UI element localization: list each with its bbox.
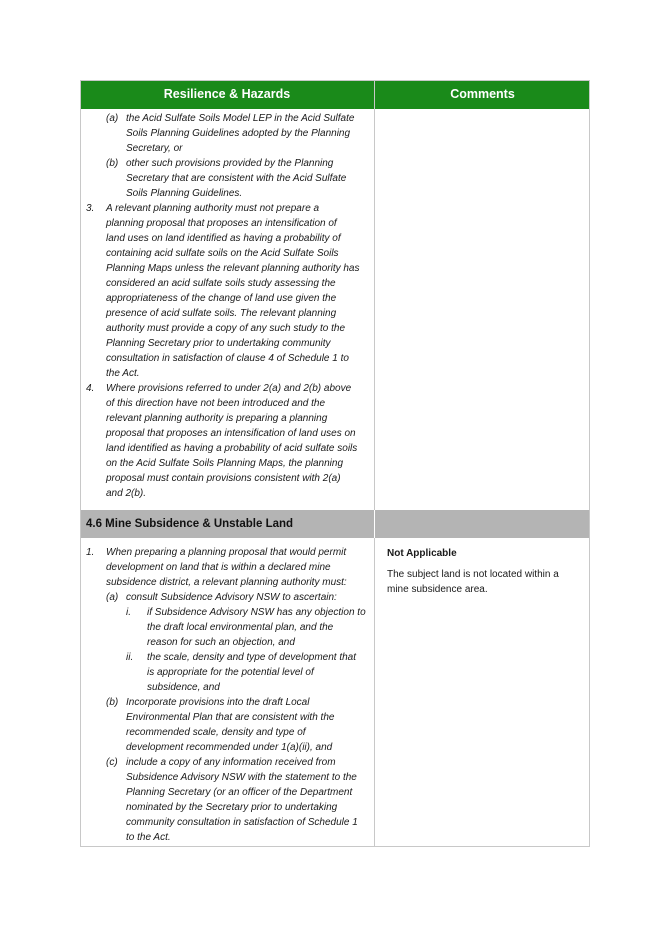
clause-text: include a copy of any information received from [126, 757, 336, 768]
clause-text: subsidence, and [147, 682, 220, 693]
clause-text: the Acid Sulfate Soils Model LEP in the Acid Sulfate [126, 113, 355, 124]
clause-text: Planning Maps unless the relevant planning authority has [106, 263, 360, 274]
clause-text: land identified as having a probability of acid sulfate soils [106, 443, 358, 454]
clause-text: of this direction have not been introduced and the [106, 398, 326, 409]
clause-text: proposal that proposes an intensification of land uses on [106, 428, 356, 439]
clause-text: the scale, density and type of development that [147, 652, 357, 663]
clause-text: development on land that is within a declared mine [106, 562, 331, 573]
clause-text: A relevant planning authority must not prepare a [106, 203, 320, 214]
clause-marker: (c) [106, 757, 118, 768]
clause-text: is appropriate for the potential level of [147, 667, 314, 678]
clause-text: Environmental Plan that are consistent with the [126, 712, 335, 723]
clause-text: other such provisions provided by the Planning [126, 158, 334, 169]
clause-marker: (b) [106, 697, 119, 708]
clause-text: containing acid sulfate soils on the Acid Sulfate Soils [106, 248, 339, 259]
clause-marker: (a) [106, 113, 119, 124]
clause-text: recommended scale, density and type of [126, 727, 306, 738]
clause-text: Soils Planning Guidelines adopted by the Planning [126, 128, 351, 139]
section-title: 4.6 Mine Subsidence & Unstable Land [86, 518, 294, 530]
clause-marker: ii. [126, 652, 134, 663]
clause-marker: 1. [86, 547, 95, 558]
clause-text: planning proposal that proposes an intensification of [106, 218, 337, 229]
clause-text: Secretary that are consistent with the Acid Sulfate [126, 173, 347, 184]
clause-text: nominated by the Secretary prior to undertaking [126, 802, 338, 813]
clause-text: if Subsidence Advisory NSW has any objection to [147, 607, 366, 618]
comment-text: The subject land is not located within a [387, 569, 559, 580]
clause-text: Planning Secretary (or an officer of the Department [126, 787, 353, 798]
clause-text: the Act. [106, 368, 140, 379]
clause-text: presence of acid sulfate soils. The relevant planning [106, 308, 337, 319]
clause-text: consult Subsidence Advisory NSW to ascertain: [126, 592, 337, 603]
header-resilience-hazards: Resilience & Hazards [163, 87, 291, 101]
clause-marker: 4. [86, 383, 95, 394]
clause-text: and 2(b). [106, 488, 147, 499]
clause-marker: (a) [106, 592, 119, 603]
clause-text: When preparing a planning proposal that would permit [106, 547, 347, 558]
clause-text: Subsidence Advisory NSW with the statement to the [126, 772, 357, 783]
clause-text: the draft local environmental plan, and the [147, 622, 334, 633]
clause-text: reason for such an objection, and [147, 637, 295, 648]
comment-status: Not Applicable [387, 548, 457, 559]
clause-marker: (b) [106, 158, 119, 169]
clause-text: Where provisions referred to under 2(a) and 2(b) above [106, 383, 352, 394]
clause-text: relevant planning authority is preparing a planning [106, 413, 328, 424]
clause-text: consultation in satisfaction of clause 4 of Schedule 1 to [106, 353, 349, 364]
clause-text: appropriateness of the change of land use given the [106, 293, 337, 304]
clause-text: on the Acid Sulfate Soils Planning Maps, the planning [106, 458, 344, 469]
clause-text: Incorporate provisions into the draft Local [126, 697, 310, 708]
clause-text: considered an acid sulfate soils study assessing the [106, 278, 336, 289]
clause-text: development recommended under 1(a)(ii), and [126, 742, 333, 753]
table-border [80, 80, 590, 847]
clause-marker: 3. [86, 203, 95, 214]
clause-text: community consultation in satisfaction of Schedule 1 [126, 817, 358, 828]
clause-text: Planning Secretary prior to undertaking community [106, 338, 331, 349]
compliance-table [80, 80, 590, 847]
clause-text: Secretary, or [126, 143, 183, 154]
comment-text: mine subsidence area. [387, 584, 488, 595]
clause-text: proposal must contain provisions consistent with 2(a) [106, 473, 341, 484]
clause-marker: i. [126, 607, 131, 618]
clause-text: Soils Planning Guidelines. [126, 188, 243, 199]
clause-text: to the Act. [126, 832, 171, 843]
clause-text: land uses on land identified as having a probability of [106, 233, 341, 244]
clause-text: authority must provide a copy of any such study to the [106, 323, 346, 334]
header-comments: Comments [450, 87, 515, 101]
clause-text: subsidence district, a relevant planning authority must: [106, 577, 347, 588]
